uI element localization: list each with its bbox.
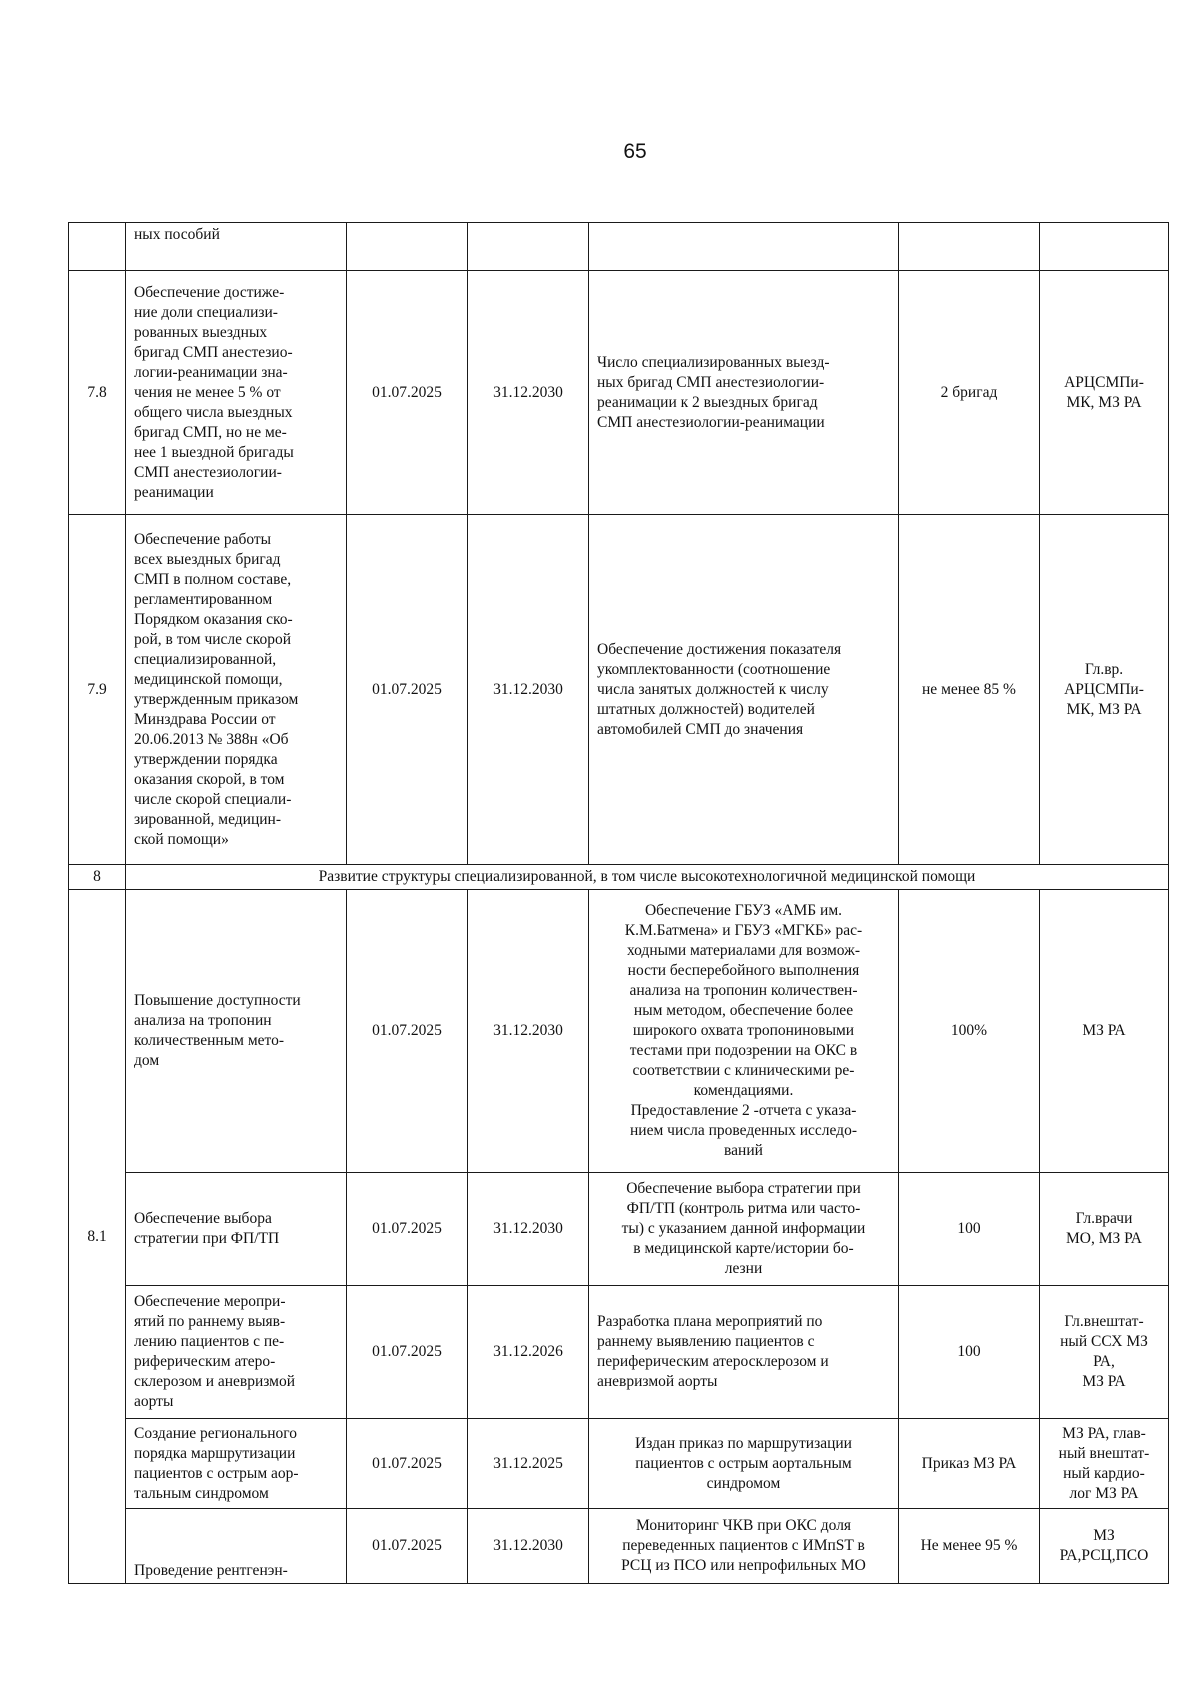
section-number: 8	[69, 865, 126, 890]
end-date: 31.12.2026	[468, 1286, 589, 1419]
measure-name: Обеспечение работы всех выездных бригад СМП в полном составе, регламентированном Порядком оказания ско- рой, в том числе скорой специализированной, медицинской помощи, утвержденным приказом Минздрава России от 20.06.2013 № 388н «Об утверждении порядка оказания скорой, в том числе скорой специали- зированной, медицин- ской помощи»	[126, 515, 347, 865]
responsible: МЗ РА, глав- ный внештат- ный кардио- лог МЗ РА	[1040, 1419, 1169, 1509]
expected-result: Обеспечение достижения показателя укомплектованности (соотношение числа занятых должностей к числу штатных должностей) водителей автомобилей СМП до значения	[589, 515, 899, 865]
start-date: 01.07.2025	[347, 1419, 468, 1509]
table-row	[69, 1509, 1169, 1584]
responsible: АРЦСМПи- МК, МЗ РА	[1040, 271, 1169, 515]
indicator-value: 100	[899, 1173, 1040, 1286]
start-date: 01.07.2025	[347, 1173, 468, 1286]
measure-name: Создание регионального порядка маршрутизации пациентов с острым аор- тальным синдромом	[126, 1419, 347, 1509]
responsible: Гл.вр. АРЦСМПи- МК, МЗ РА	[1040, 515, 1169, 865]
end-date: 31.12.2030	[468, 515, 589, 865]
measure-name: ных пособий	[126, 223, 347, 271]
measure-name: Обеспечение достиже- ние доли специализи- рованных выездных бригад СМП анестезио- логии-реанимации зна- чения не менее 5 % от общего числа выездных бригад СМП, но не ме- нее 1 выездной бригады СМП анестезиологии- реанимации	[126, 271, 347, 515]
end-date	[468, 223, 589, 271]
measure-name: Обеспечение меропри- ятий по раннему выяв- лению пациентов с пе- риферическим атеро- склерозом и аневризмой аорты	[126, 1286, 347, 1419]
table-row	[69, 223, 1169, 271]
measures-table	[68, 222, 1169, 1584]
table-row	[69, 1419, 1169, 1509]
start-date: 01.07.2025	[347, 1286, 468, 1419]
end-date: 31.12.2030	[468, 271, 589, 515]
row-number: 7.9	[69, 515, 126, 865]
expected-result: Обеспечение ГБУЗ «АМБ им. К.М.Батмена» и ГБУЗ «МГКБ» рас- ходными материалами для возмож- ности бесперебойного выполнения анализа на тропонин количествен- ным методом, обеспечение более широкого охвата тропониновыми тестами при подозрении на ОКС в соответствии с клиническими ре- комендациями. Предоставление 2 -отчета с указа- нием числа проведенных исследо- ваний	[589, 890, 899, 1173]
end-date: 31.12.2030	[468, 1509, 589, 1584]
responsible: МЗ РА,РСЦ,ПСО	[1040, 1509, 1169, 1584]
expected-result: Разработка плана мероприятий по раннему выявлению пациентов с периферическим атеросклерозом и аневризмой аорты	[589, 1286, 899, 1419]
indicator-value: 100	[899, 1286, 1040, 1419]
indicator-value: не менее 85 %	[899, 515, 1040, 865]
table-row	[69, 1286, 1169, 1419]
measure-name: Обеспечение выбора стратегии при ФП/ТП	[126, 1173, 347, 1286]
indicator-value: Приказ МЗ РА	[899, 1419, 1040, 1509]
section-row	[69, 865, 1169, 890]
row-number	[69, 223, 126, 271]
end-date: 31.12.2025	[468, 1419, 589, 1509]
page-number: 65	[623, 140, 647, 163]
measure-name: Повышение доступности анализа на тропонин количественным мето- дом	[126, 890, 347, 1173]
table-row	[69, 1173, 1169, 1286]
responsible: МЗ РА	[1040, 890, 1169, 1173]
indicator-value: Не менее 95 %	[899, 1509, 1040, 1584]
end-date: 31.12.2030	[468, 890, 589, 1173]
measure-name: Проведение рентгенэн-	[126, 1509, 347, 1584]
start-date: 01.07.2025	[347, 890, 468, 1173]
expected-result: Число специализированных выезд- ных бригад СМП анестезиологии- реанимации к 2 выездных бригад СМП анестезиологии-реанимации	[589, 271, 899, 515]
table-row	[69, 890, 1169, 1173]
expected-result: Мониторинг ЧКВ при ОКС доля переведенных пациентов с ИМпST в РСЦ из ПСО или непрофильных МО	[589, 1509, 899, 1584]
start-date	[347, 223, 468, 271]
end-date: 31.12.2030	[468, 1173, 589, 1286]
responsible	[1040, 223, 1169, 271]
row-number: 8.1	[69, 890, 126, 1584]
responsible: Гл.врачи МО, МЗ РА	[1040, 1173, 1169, 1286]
indicator-value	[899, 223, 1040, 271]
responsible: Гл.внештат- ный ССХ МЗ РА, МЗ РА	[1040, 1286, 1169, 1419]
indicator-value: 2 бригад	[899, 271, 1040, 515]
indicator-value: 100%	[899, 890, 1040, 1173]
section-title: Развитие структуры специализированной, в том числе высокотехнологичной медицинской помощи	[126, 865, 1169, 890]
start-date: 01.07.2025	[347, 515, 468, 865]
table-row	[69, 515, 1169, 865]
row-number: 7.8	[69, 271, 126, 515]
start-date: 01.07.2025	[347, 271, 468, 515]
start-date: 01.07.2025	[347, 1509, 468, 1584]
expected-result: Обеспечение выбора стратегии при ФП/ТП (контроль ритма или часто- ты) с указанием данной информации в медицинской карте/истории бо- лезни	[589, 1173, 899, 1286]
table-row	[69, 271, 1169, 515]
expected-result	[589, 223, 899, 271]
expected-result: Издан приказ по маршрутизации пациентов с острым аортальным синдромом	[589, 1419, 899, 1509]
